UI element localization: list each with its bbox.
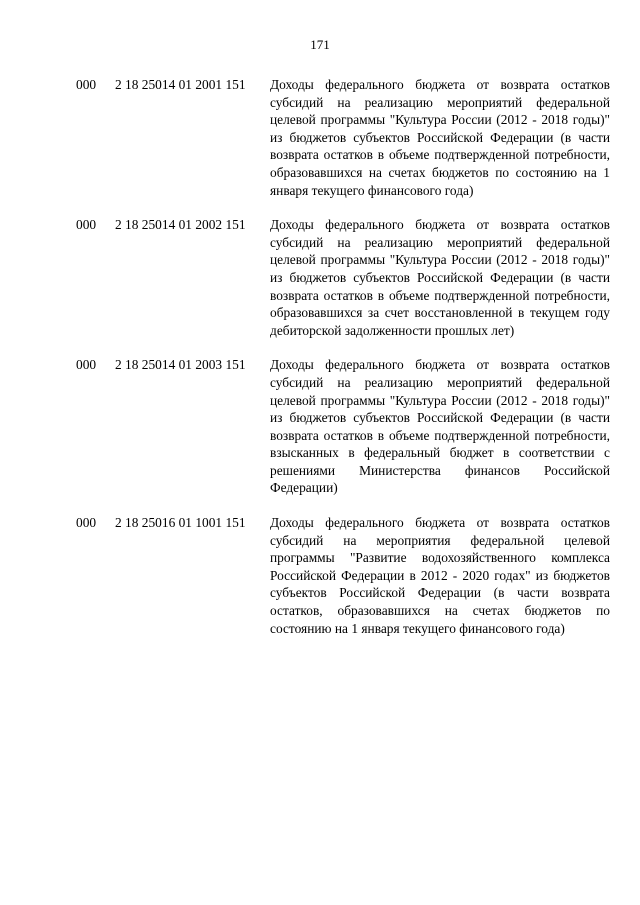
classification-code: 2 18 25014 01 2002 151 [115,217,246,233]
administrator-code: 000 [76,357,97,373]
page-number: 171 [310,37,330,52]
list-item [76,216,610,339]
administrator-code: 000 [76,515,97,531]
list-item [76,514,610,637]
administrator-code: 000 [76,77,97,92]
entry-description: Доходы федерального бюджета от возврата остатков субсидий на реализацию мероприятий федеральной целевой программы "Культура России (2012 - 2018 годы)" из бюджетов субъектов Российской Федерации (в части возврата остатков в объеме подтвержденной потребности, образовавшихся на счетах бюджетов по состоянию на 1 января текущего финансового года) [270,77,610,198]
administrator-code: 000 [76,217,97,233]
entry-description: Доходы федерального бюджета от возврата остатков субсидий на реализацию мероприятий федеральной целевой программы "Культура России (2012 - 2018 годы)" из бюджетов субъектов Российской Федерации (в части возврата остатков в объеме подтвержденной потребности, взысканных в федеральный бюджет в соответствии с решениями Министерства финансов Российской Федерации) [270,357,610,496]
list-item [76,76,610,199]
classification-code: 2 18 25014 01 2001 151 [115,77,246,92]
classification-code: 2 18 25014 01 2003 151 [115,357,246,373]
entry-description: Доходы федерального бюджета от возврата остатков субсидий на мероприятия федеральной целевой программы "Развитие водохозяйственного комплекса Российской Федерации в 2012 - 2020 годах" из бюджетов субъектов Российской Федерации (в части возврата остатков, образовавшихся на счетах бюджетов по состоянию на 1 января текущего финансового года) [270,515,610,636]
budget-classification-list [76,76,610,654]
entry-description: Доходы федерального бюджета от возврата остатков субсидий на реализацию мероприятий федеральной целевой программы "Культура России (2012 - 2018 годы)" из бюджетов субъектов Российской Федерации (в части возврата остатков в объеме подтвержденной потребности, образовавшихся за счет восстановленной в текущем году дебиторской задолженности прошлых лет) [270,217,610,338]
classification-code: 2 18 25016 01 1001 151 [115,515,246,531]
list-item [76,356,610,497]
